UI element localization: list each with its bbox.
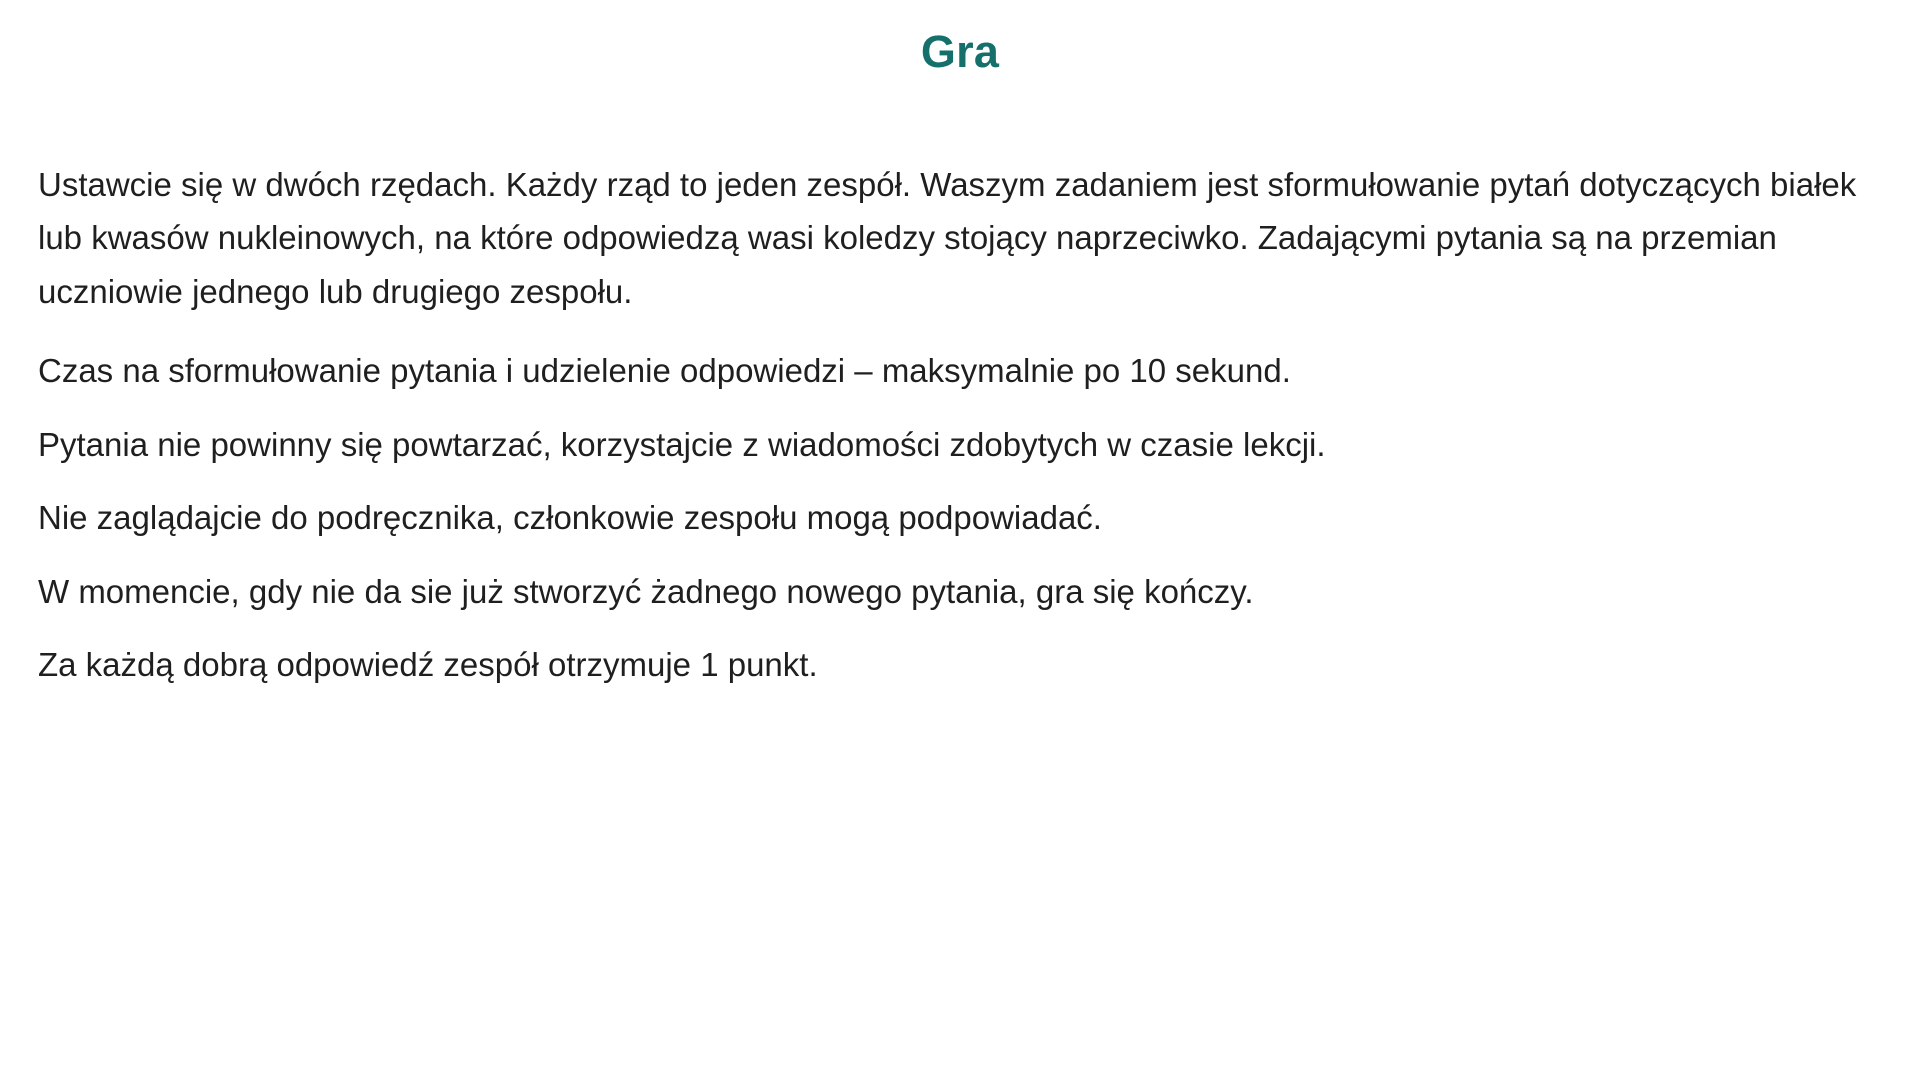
paragraph-no-repeats: Pytania nie powinny się powtarzać, korzystajcie z wiadomości zdobytych w czasie lekcji. [38,425,1326,463]
slide-body [38,158,1894,712]
paragraph-no-textbook: Nie zaglądajcie do podręcznika, członkowie zespołu mogą podpowiadać. [38,499,1102,537]
page-title: Gra [920,26,1000,77]
paragraph-time-limit: Czas na sformułowanie pytania i udzielenie odpowiedzi – maksymalnie po 10 sekund. [38,352,1291,390]
paragraph-scoring: Za każdą dobrą odpowiedź zespół otrzymuje 1 punkt. [38,646,818,684]
paragraph-end-condition: W momencie, gdy nie da sie już stworzyć żadnego nowego pytania, gra się kończy. [38,572,1254,610]
paragraph-rules-setup: Ustawcie się w dwóch rzędach. Każdy rząd to jeden zespół. Waszym zadaniem jest sformułowanie pytań dotyczących białek lub kwasów nukleinowych, na które odpowiedzą wasi koledzy stojący naprzeciwko. Zadającymi pytania są na przemian uczniowie jednego lub drugiego zespołu. [38,166,1857,310]
